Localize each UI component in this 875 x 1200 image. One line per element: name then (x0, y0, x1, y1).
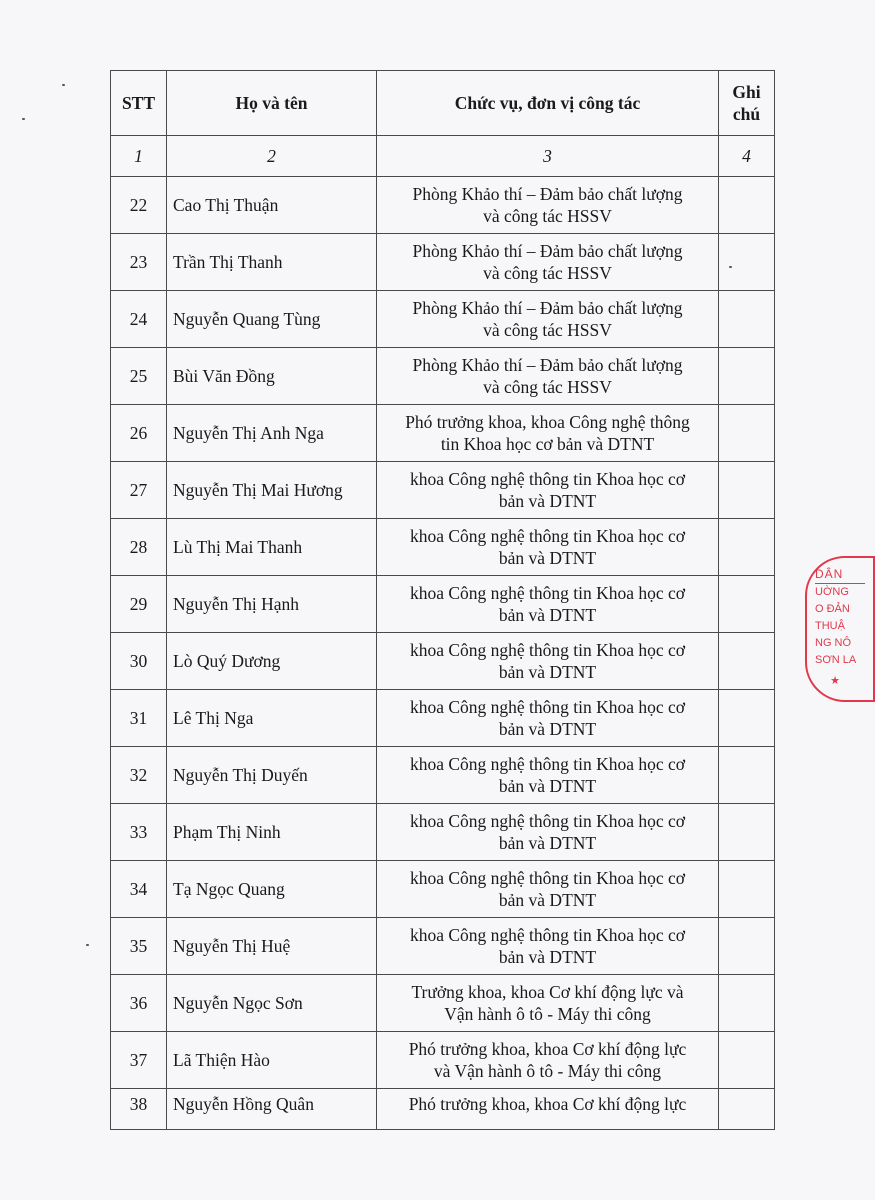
row-role (377, 804, 719, 861)
red-seal-stamp (805, 556, 875, 702)
row-role-line2: và công tác HSSV (483, 263, 612, 283)
row-stt: 29 (111, 576, 167, 633)
row-role (377, 918, 719, 975)
row-name: Trần Thị Thanh (167, 234, 377, 291)
row-stt: 34 (111, 861, 167, 918)
column-index: 1 (111, 136, 167, 177)
table-row (111, 234, 775, 291)
table-row (111, 633, 775, 690)
row-role-line2: bản và DTNT (498, 833, 597, 853)
table-row (111, 348, 775, 405)
row-note (719, 975, 775, 1032)
staff-list-table (110, 70, 775, 1130)
row-name: Nguyễn Quang Tùng (167, 291, 377, 348)
row-role-line1: khoa Công nghệ thông tin Khoa học cơ (409, 754, 686, 774)
row-role-line1: khoa Công nghệ thông tin Khoa học cơ (409, 469, 686, 489)
row-role-line2: Vận hành ô tô - Máy thi công (444, 1004, 651, 1024)
row-name: Nguyễn Thị Duyến (167, 747, 377, 804)
row-stt: 32 (111, 747, 167, 804)
row-name: Lê Thị Nga (167, 690, 377, 747)
row-note (719, 348, 775, 405)
header-note-line2: chú (732, 104, 761, 124)
row-role (377, 975, 719, 1032)
row-role-line1: Phòng Khảo thí – Đảm bảo chất lượng (412, 184, 683, 204)
row-role-line1: khoa Công nghệ thông tin Khoa học cơ (409, 526, 686, 546)
header-role: Chức vụ, đơn vị công tác (377, 71, 719, 136)
table-row (111, 177, 775, 234)
row-name: Nguyễn Thị Anh Nga (167, 405, 377, 462)
table-row (111, 747, 775, 804)
row-role-line1: Trưởng khoa, khoa Cơ khí động lực và (411, 982, 684, 1002)
table-row (111, 405, 775, 462)
row-role (377, 519, 719, 576)
scan-speck (22, 118, 25, 120)
row-role-line1: Phòng Khảo thí – Đảm bảo chất lượng (412, 241, 683, 261)
row-role-line2: bản và DTNT (498, 947, 597, 967)
row-note (719, 405, 775, 462)
row-note (719, 861, 775, 918)
row-note (719, 1089, 775, 1130)
row-name: Nguyễn Hồng Quân (167, 1089, 377, 1130)
table-row (111, 519, 775, 576)
scan-speck (62, 84, 65, 86)
row-name: Lù Thị Mai Thanh (167, 519, 377, 576)
row-role-line1: khoa Công nghệ thông tin Khoa học cơ (409, 640, 686, 660)
row-name: Phạm Thị Ninh (167, 804, 377, 861)
row-name: Cao Thị Thuận (167, 177, 377, 234)
row-role (377, 576, 719, 633)
row-role-line2: và công tác HSSV (483, 206, 612, 226)
row-note (719, 462, 775, 519)
row-role (377, 690, 719, 747)
row-note (719, 690, 775, 747)
row-role-line1: Phòng Khảo thí – Đảm bảo chất lượng (412, 298, 683, 318)
table-row (111, 1089, 775, 1130)
header-note (719, 71, 775, 136)
stamp-text: O ĐẢN (815, 603, 850, 615)
row-stt: 28 (111, 519, 167, 576)
row-role-line1: khoa Công nghệ thông tin Khoa học cơ (409, 697, 686, 717)
row-name: Lò Quý Dương (167, 633, 377, 690)
scan-speck (729, 266, 732, 268)
table-row (111, 1032, 775, 1089)
row-note (719, 519, 775, 576)
row-note (719, 804, 775, 861)
row-role (377, 633, 719, 690)
row-role (377, 234, 719, 291)
row-note (719, 633, 775, 690)
stamp-text: THUẬ (815, 620, 845, 632)
row-stt: 22 (111, 177, 167, 234)
row-role-line2: và Vận hành ô tô - Máy thi công (433, 1061, 662, 1081)
row-note (719, 1032, 775, 1089)
scan-speck (86, 944, 89, 946)
row-stt: 30 (111, 633, 167, 690)
row-role (377, 177, 719, 234)
header-name: Họ và tên (167, 71, 377, 136)
row-stt: 33 (111, 804, 167, 861)
row-name: Bùi Văn Đồng (167, 348, 377, 405)
stamp-text: NG NÔ (815, 637, 852, 649)
table-row (111, 804, 775, 861)
header-note-line1: Ghi (732, 82, 761, 102)
row-note (719, 291, 775, 348)
row-stt: 31 (111, 690, 167, 747)
row-stt: 35 (111, 918, 167, 975)
row-role-line2: bản và DTNT (498, 719, 597, 739)
row-stt: 25 (111, 348, 167, 405)
row-role-line2: bản và DTNT (498, 662, 597, 682)
stamp-text: SƠN LA (815, 654, 857, 666)
row-role-line2: tin Khoa học cơ bản và DTNT (440, 434, 655, 454)
row-stt: 26 (111, 405, 167, 462)
table-row (111, 576, 775, 633)
row-name: Nguyễn Thị Hạnh (167, 576, 377, 633)
row-role-line2: và công tác HSSV (483, 320, 612, 340)
table-row (111, 291, 775, 348)
column-index: 4 (719, 136, 775, 177)
row-role (377, 405, 719, 462)
header-stt: STT (111, 71, 167, 136)
column-index-row (111, 136, 775, 177)
row-role-line1: Phòng Khảo thí – Đảm bảo chất lượng (412, 355, 683, 375)
row-stt: 38 (111, 1089, 167, 1130)
row-stt: 27 (111, 462, 167, 519)
row-role-line2: bản và DTNT (498, 605, 597, 625)
row-note (719, 747, 775, 804)
row-stt: 24 (111, 291, 167, 348)
table-header-row (111, 71, 775, 136)
row-name: Nguyễn Thị Mai Hương (167, 462, 377, 519)
row-role-line2: bản và DTNT (498, 776, 597, 796)
row-role (377, 462, 719, 519)
row-role-line1: khoa Công nghệ thông tin Khoa học cơ (409, 811, 686, 831)
row-role (377, 348, 719, 405)
row-name: Tạ Ngọc Quang (167, 861, 377, 918)
row-role (377, 861, 719, 918)
row-stt: 23 (111, 234, 167, 291)
row-note (719, 234, 775, 291)
table-body (111, 177, 775, 1130)
row-role-line1: Phó trưởng khoa, khoa Cơ khí động lực (408, 1039, 687, 1059)
stamp-text: UỜNG (815, 586, 849, 598)
column-index: 2 (167, 136, 377, 177)
row-role (377, 1089, 719, 1130)
row-stt: 37 (111, 1032, 167, 1089)
row-role-line2: bản và DTNT (498, 548, 597, 568)
row-role (377, 1032, 719, 1089)
stamp-star-icon: ★ (830, 675, 840, 687)
row-note (719, 576, 775, 633)
row-stt: 36 (111, 975, 167, 1032)
row-name: Nguyễn Ngọc Sơn (167, 975, 377, 1032)
row-role-line1: khoa Công nghệ thông tin Khoa học cơ (409, 868, 686, 888)
stamp-text: DÂN (815, 566, 865, 584)
table-row (111, 462, 775, 519)
row-note (719, 918, 775, 975)
table-row (111, 690, 775, 747)
table-row (111, 918, 775, 975)
table-row (111, 975, 775, 1032)
table-row (111, 861, 775, 918)
column-index: 3 (377, 136, 719, 177)
row-name: Nguyễn Thị Huệ (167, 918, 377, 975)
row-role-line2: bản và DTNT (498, 890, 597, 910)
row-role-line2: và công tác HSSV (483, 377, 612, 397)
row-role (377, 747, 719, 804)
row-role-line1: khoa Công nghệ thông tin Khoa học cơ (409, 583, 686, 603)
row-role-line1: khoa Công nghệ thông tin Khoa học cơ (409, 925, 686, 945)
row-role-line1: Phó trưởng khoa, khoa Công nghệ thông (405, 412, 690, 432)
row-role-line2: bản và DTNT (498, 491, 597, 511)
row-name: Lã Thiện Hào (167, 1032, 377, 1089)
row-role (377, 291, 719, 348)
row-role-line1: Phó trưởng khoa, khoa Cơ khí động lực (408, 1094, 687, 1114)
row-note (719, 177, 775, 234)
